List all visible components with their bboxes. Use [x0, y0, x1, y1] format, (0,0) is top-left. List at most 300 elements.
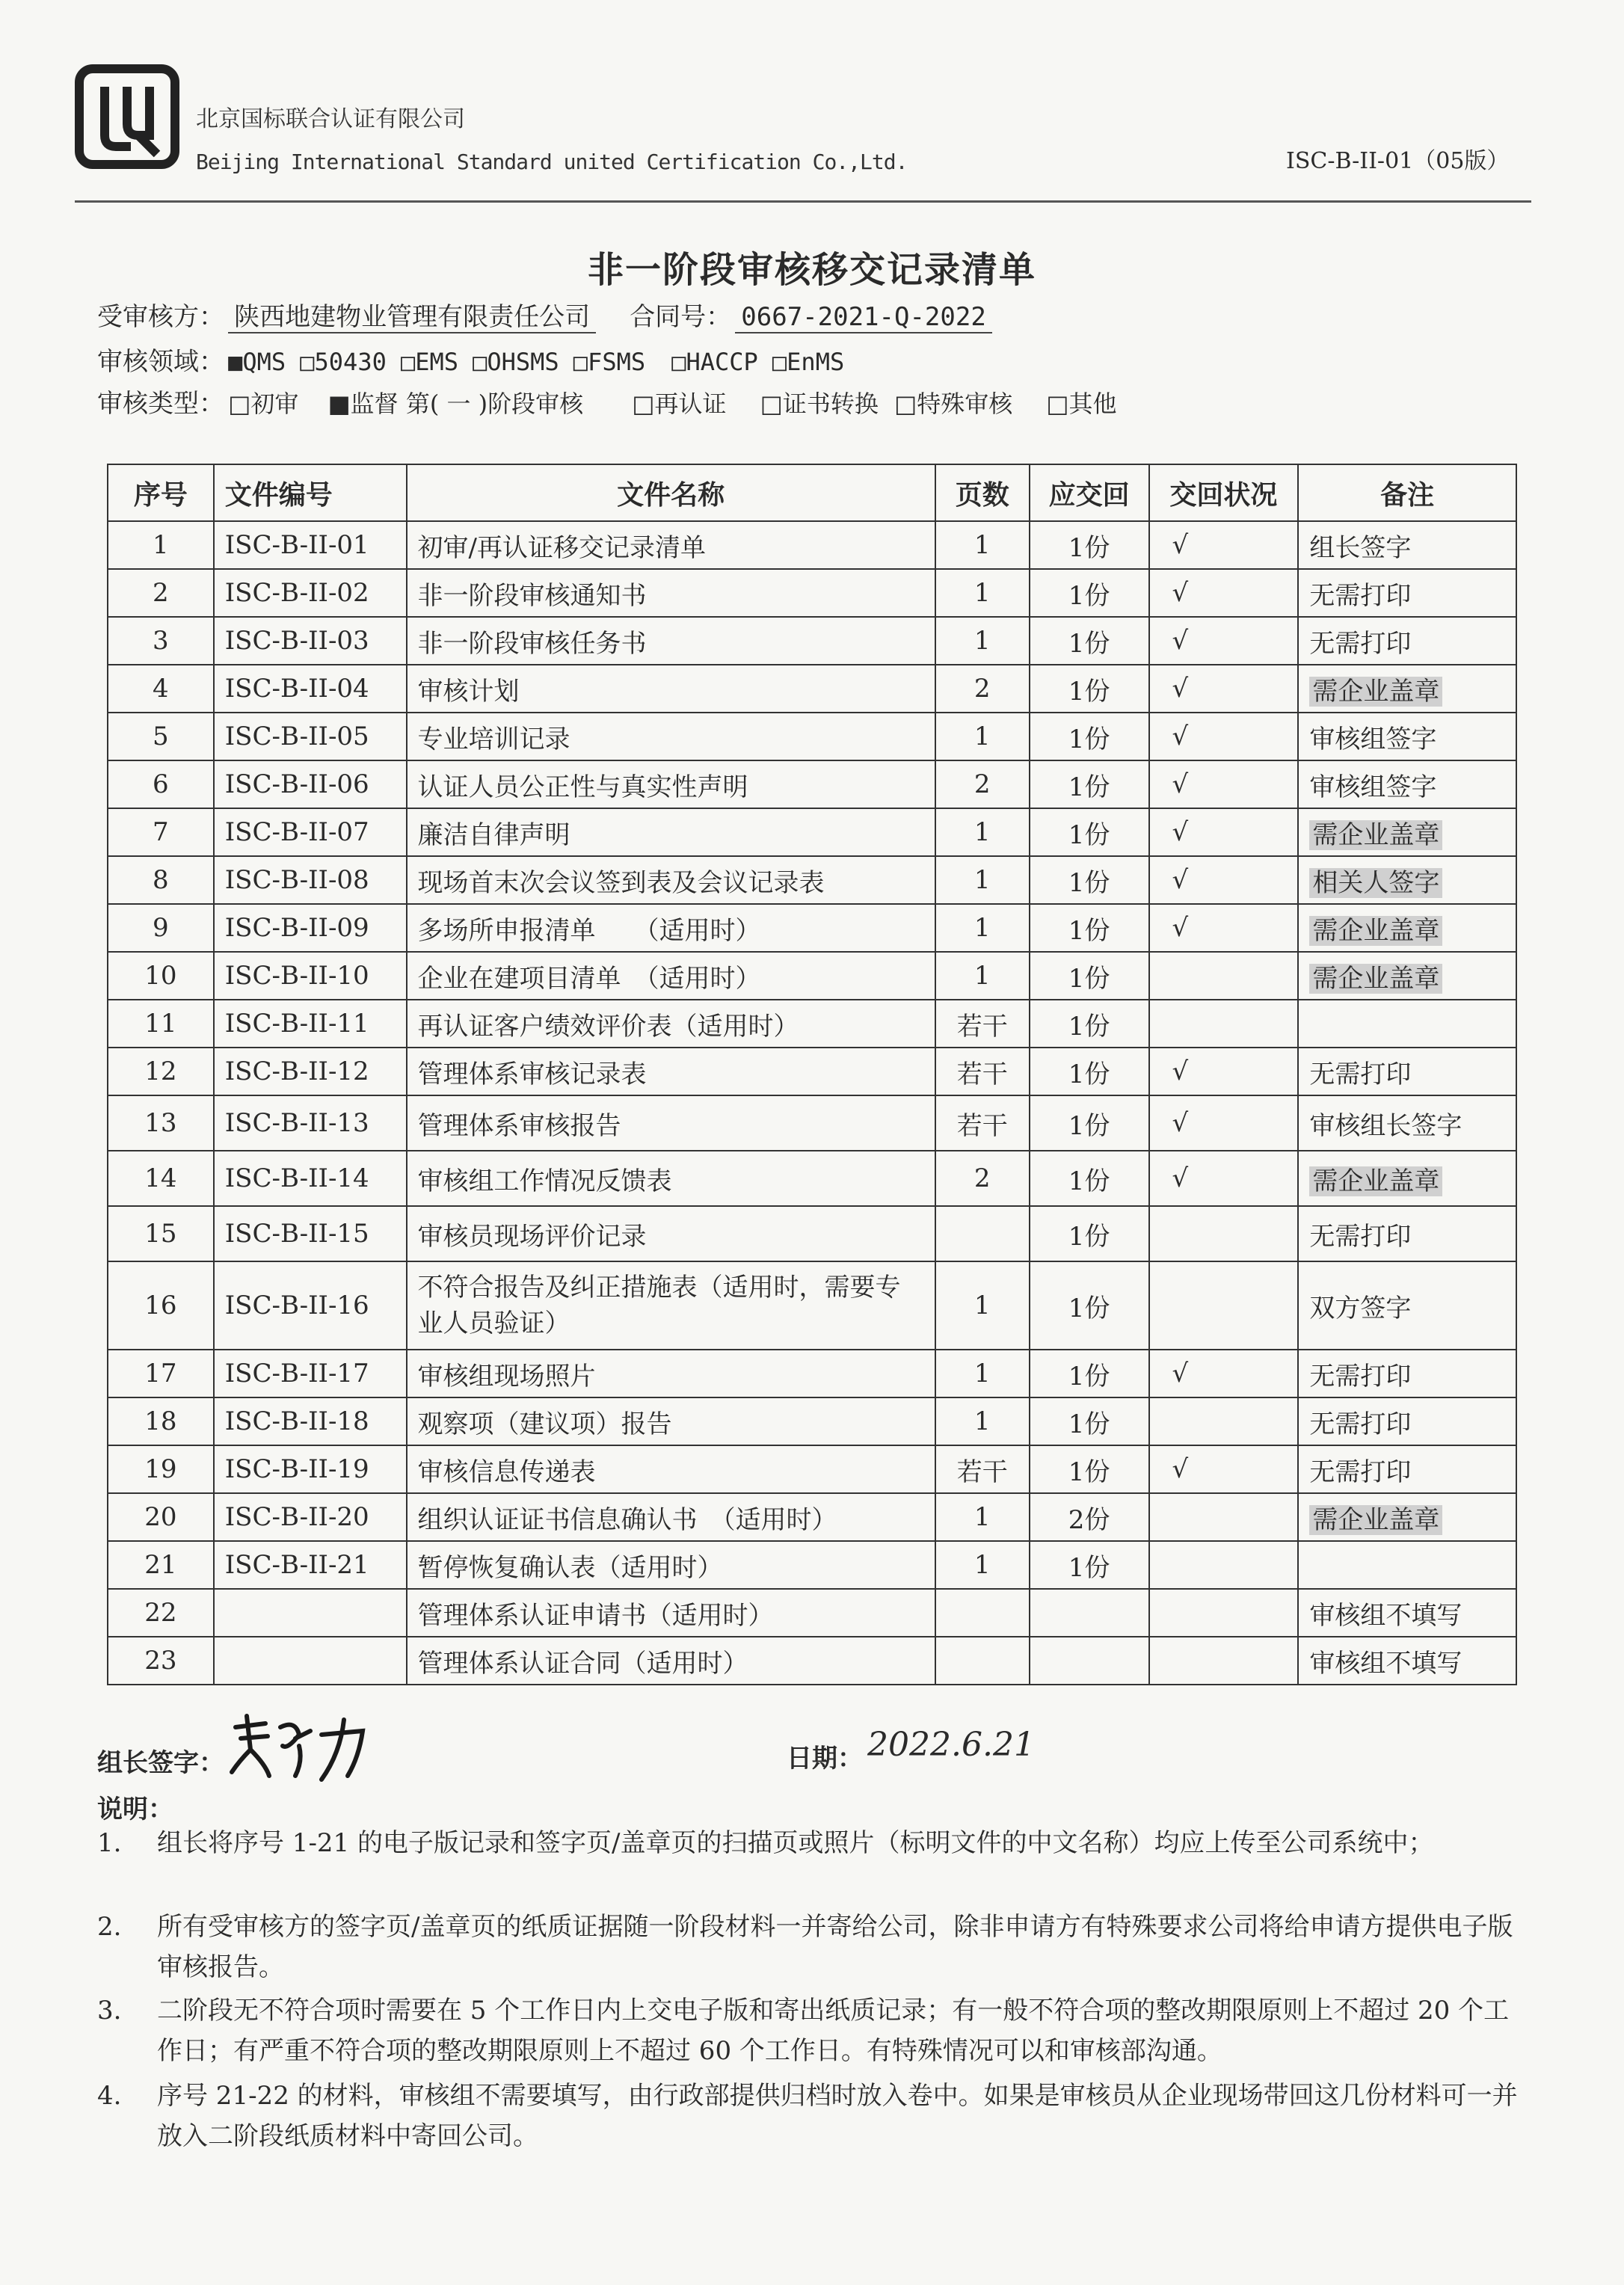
cell-code-text: ISC-B-II-14: [224, 1163, 369, 1193]
cell-status-text: √: [1172, 1108, 1189, 1138]
cell-code: [214, 952, 407, 1000]
cell-no-text: 4: [153, 674, 169, 704]
table-body: [108, 521, 1516, 1685]
cell-code-text: ISC-B-II-03: [224, 626, 369, 656]
cell-pages-text: 1: [974, 817, 991, 847]
cell-copies: [1030, 856, 1149, 904]
cell-status-text: √: [1172, 769, 1189, 799]
cell-pages: [935, 1350, 1030, 1397]
cell-pages-text: 若干: [956, 1457, 1008, 1487]
cell-no-text: 3: [153, 626, 169, 656]
transfer-record-table: [107, 464, 1517, 1685]
cell-no-text: 15: [144, 1219, 177, 1249]
cell-status-text: √: [1172, 674, 1189, 704]
cell-no-text: 23: [144, 1646, 177, 1676]
cell-code-text: ISC-B-II-02: [224, 578, 369, 608]
note-number: 1.: [97, 1828, 122, 1858]
cell-note-text: 需企业盖章: [1309, 964, 1442, 994]
note-number: 4.: [97, 2081, 122, 2111]
cell-name-text: 组织认证证书信息确认书 （适用时）: [417, 1504, 837, 1535]
cell-no-text: 11: [144, 1009, 177, 1039]
page-title: 非一阶段审核移交记录清单: [587, 249, 1036, 291]
cell-note: [1298, 1493, 1516, 1541]
cell-name-text: 不符合报告及纠正措施表（适用时，需要专业人员验证）: [417, 1273, 901, 1338]
cell-no-text: 8: [153, 865, 169, 895]
cell-status-text: √: [1172, 865, 1189, 895]
cell-copies-text: 1份: [1068, 1011, 1110, 1042]
cell-no-text: 10: [144, 961, 177, 991]
cell-name: [407, 569, 935, 617]
cell-name-text: 审核信息传递表: [417, 1457, 596, 1487]
cell-no: [108, 569, 214, 617]
cell-name-text: 管理体系审核报告: [417, 1110, 621, 1141]
cell-no: [108, 1350, 214, 1397]
cell-no: [108, 1637, 214, 1685]
note-text: 二阶段无不符合项时需要在 5 个工作日内上交电子版和寄出纸质记录；有一般不符合项的整改期限原则上不超过 20 个工作日；有严重不符合项的整改期限原则上不超过 60 个工作日。有特殊情况可以和审核部沟通。: [157, 1996, 1510, 2066]
cell-pages: [935, 1000, 1030, 1048]
cell-copies-text: 1份: [1068, 915, 1110, 946]
cell-name: [407, 1095, 935, 1151]
cell-pages-text: 若干: [956, 1011, 1008, 1042]
cell-copies: [1030, 1095, 1149, 1151]
table-row: [108, 1541, 1516, 1589]
cell-copies: [1030, 1048, 1149, 1095]
cell-no: [108, 713, 214, 760]
cell-code: [214, 904, 407, 952]
cell-pages-text: 1: [974, 1359, 991, 1388]
cell-name: [407, 1493, 935, 1541]
cell-name-text: 廉洁自律声明: [417, 819, 570, 850]
cell-note: [1298, 521, 1516, 569]
cell-copies: [1030, 1000, 1149, 1048]
date-label: 日期：: [787, 1744, 863, 1774]
cell-copies: [1030, 713, 1149, 760]
col-header-code: 文件编号: [214, 464, 407, 521]
audit-type-line: [97, 383, 1117, 419]
cell-name-text: 审核组现场照片: [417, 1361, 596, 1391]
table-row: [108, 1445, 1516, 1493]
cell-status: [1149, 1397, 1299, 1445]
cell-pages-text: 2: [974, 674, 991, 704]
cell-code: [214, 1445, 407, 1493]
cell-name: [407, 1397, 935, 1445]
cell-code: [214, 760, 407, 808]
cell-copies-text: 1份: [1068, 963, 1110, 994]
cell-status: [1149, 713, 1299, 760]
cell-code: [214, 1541, 407, 1589]
col-header-no: 序号: [108, 464, 214, 521]
cell-copies-text: 1份: [1068, 532, 1110, 563]
cell-note-text: 无需打印: [1309, 1409, 1412, 1439]
cell-status: [1149, 952, 1299, 1000]
cell-status-text: √: [1172, 913, 1189, 943]
cell-status-text: √: [1172, 1163, 1189, 1193]
company-name-cn: 北京国标联合认证有限公司: [196, 106, 465, 132]
cell-copies-text: 1份: [1068, 628, 1110, 659]
cell-name-text: 管理体系认证申请书（适用时）: [417, 1600, 774, 1631]
domain-option-enms: □EnMS: [772, 348, 845, 376]
cell-code-text: ISC-B-II-16: [224, 1291, 369, 1320]
cell-copies-text: 1份: [1068, 580, 1110, 611]
cell-status: [1149, 808, 1299, 856]
cell-pages: [935, 1048, 1030, 1095]
cell-note: [1298, 904, 1516, 952]
cell-no-text: 13: [144, 1108, 177, 1138]
cell-name: [407, 1151, 935, 1206]
note-item: [97, 2076, 1533, 2156]
cell-name-text: 审核组工作情况反馈表: [417, 1166, 672, 1196]
auditee-line: [97, 296, 992, 333]
cell-status: [1149, 665, 1299, 713]
header-divider: [75, 200, 1531, 203]
cell-no-text: 1: [153, 530, 169, 560]
cell-pages-text: 1: [974, 1502, 991, 1532]
cell-copies: [1030, 808, 1149, 856]
cell-no: [108, 1095, 214, 1151]
cell-pages: [935, 808, 1030, 856]
cell-copies: [1030, 569, 1149, 617]
cell-pages: [935, 521, 1030, 569]
cell-status-text: √: [1172, 578, 1189, 608]
cell-name-text: 暂停恢复确认表（适用时）: [417, 1552, 723, 1583]
cell-copies: [1030, 521, 1149, 569]
cell-copies: [1030, 1350, 1149, 1397]
cell-name-text: 非一阶段审核通知书: [417, 580, 647, 611]
cell-no: [108, 952, 214, 1000]
note-text: 所有受审核方的签字页/盖章页的纸质证据随一阶段材料一并寄给公司，除非申请方有特殊要求公司将给申请方提供电子版审核报告。: [157, 1912, 1513, 1982]
cell-copies: [1030, 1637, 1149, 1685]
cell-name: [407, 521, 935, 569]
cell-code-text: ISC-B-II-15: [224, 1219, 369, 1249]
audit-type-recert: □再认证: [632, 390, 727, 418]
cell-name: [407, 952, 935, 1000]
cell-name-text: 再认证客户绩效评价表（适用时）: [417, 1011, 799, 1042]
cell-status: [1149, 1000, 1299, 1048]
domain-option-qms: ■QMS: [228, 348, 286, 376]
cell-note: [1298, 808, 1516, 856]
cell-note: [1298, 1397, 1516, 1445]
table-row: [108, 665, 1516, 713]
cell-pages-text: 1: [974, 1550, 991, 1580]
cell-status: [1149, 1151, 1299, 1206]
cell-note: [1298, 1445, 1516, 1493]
cell-pages: [935, 1095, 1030, 1151]
domain-option-ohsms: □OHSMS: [473, 348, 559, 376]
cell-name: [407, 1589, 935, 1637]
cell-name: [407, 1000, 935, 1048]
cell-name-text: 管理体系认证合同（适用时）: [417, 1648, 748, 1679]
cell-status: [1149, 1445, 1299, 1493]
cell-note-text: 审核组签字: [1309, 724, 1437, 754]
cell-note: [1298, 952, 1516, 1000]
cell-status: [1149, 1206, 1299, 1261]
cell-copies: [1030, 1397, 1149, 1445]
cell-note: [1298, 1048, 1516, 1095]
cell-no-text: 22: [144, 1598, 177, 1628]
cell-note-text: 无需打印: [1309, 1221, 1412, 1252]
domain-option-ems: □EMS: [400, 348, 458, 376]
cell-no: [108, 665, 214, 713]
cell-pages: [935, 617, 1030, 665]
cell-note: [1298, 1350, 1516, 1397]
cell-no: [108, 1541, 214, 1589]
cell-pages: [935, 665, 1030, 713]
cell-status: [1149, 1637, 1299, 1685]
table-row: [108, 617, 1516, 665]
cell-no-text: 14: [144, 1163, 177, 1193]
cell-no-text: 6: [153, 769, 169, 799]
cell-note-text: 双方签字: [1309, 1293, 1412, 1323]
cell-pages: [935, 1589, 1030, 1637]
cell-note-text: 需企业盖章: [1309, 916, 1442, 946]
col-header-pages: 页数: [935, 464, 1030, 521]
note-item: [97, 1823, 1533, 1863]
table-row: [108, 1397, 1516, 1445]
cell-code: [214, 1151, 407, 1206]
cell-name-text: 认证人员公正性与真实性声明: [417, 772, 748, 802]
cell-note: [1298, 665, 1516, 713]
cell-pages: [935, 569, 1030, 617]
cell-status: [1149, 1541, 1299, 1589]
table-row: [108, 904, 1516, 952]
col-header-status: 交回状况: [1149, 464, 1299, 521]
cell-no-text: 18: [144, 1406, 177, 1436]
cell-copies-text: 1份: [1068, 772, 1110, 802]
domain-option-fsms: □FSMS: [573, 348, 646, 376]
cell-name: [407, 856, 935, 904]
cell-pages: [935, 952, 1030, 1000]
cell-status-text: √: [1172, 1359, 1189, 1388]
cell-code-text: ISC-B-II-21: [224, 1550, 369, 1580]
cell-no-text: 19: [144, 1454, 177, 1484]
notes-title: 说明：: [97, 1795, 173, 1824]
cell-status: [1149, 1493, 1299, 1541]
company-logo: [75, 64, 179, 169]
cell-status: [1149, 569, 1299, 617]
cell-status: [1149, 904, 1299, 952]
cell-no-text: 17: [144, 1359, 177, 1388]
cell-note-text: 需企业盖章: [1309, 677, 1442, 707]
cell-pages: [935, 713, 1030, 760]
cell-status-text: √: [1172, 530, 1189, 560]
cell-name: [407, 760, 935, 808]
cell-code: [214, 1350, 407, 1397]
cell-copies-text: 1份: [1068, 1221, 1110, 1252]
cell-no-text: 16: [144, 1291, 177, 1320]
cell-status: [1149, 1048, 1299, 1095]
cell-pages: [935, 1445, 1030, 1493]
table-row: [108, 1261, 1516, 1350]
cell-code-text: ISC-B-II-18: [224, 1406, 369, 1436]
cell-code: [214, 1048, 407, 1095]
note-text: 组长将序号 1-21 的电子版记录和签字页/盖章页的扫描页或照片（标明文件的中文名称）均应上传至公司系统中；: [157, 1828, 1434, 1858]
cell-pages: [935, 1493, 1030, 1541]
cell-code-text: ISC-B-II-01: [224, 530, 369, 560]
col-header-name: 文件名称: [407, 464, 935, 521]
cell-copies: [1030, 1261, 1149, 1350]
cell-code-text: ISC-B-II-11: [224, 1009, 369, 1039]
cell-no: [108, 1589, 214, 1637]
note-item: [97, 1907, 1533, 1987]
cell-copies: [1030, 1589, 1149, 1637]
table-row: [108, 1350, 1516, 1397]
cell-code: [214, 617, 407, 665]
cell-copies: [1030, 665, 1149, 713]
cell-note-text: 审核组不填写: [1309, 1600, 1462, 1631]
cell-copies-text: 1份: [1068, 867, 1110, 898]
table-row: [108, 521, 1516, 569]
cell-copies: [1030, 1445, 1149, 1493]
audit-type-label: 审核类型：: [97, 389, 224, 419]
table-row: [108, 760, 1516, 808]
cell-pages-text: 1: [974, 961, 991, 991]
note-item: [97, 1990, 1533, 2071]
cell-copies-text: 1份: [1068, 1293, 1110, 1323]
cell-copies-text: 1份: [1068, 1552, 1110, 1583]
cell-name: [407, 617, 935, 665]
table-row: [108, 808, 1516, 856]
cell-pages: [935, 856, 1030, 904]
cell-pages-text: 若干: [956, 1059, 1008, 1089]
cell-note-text: 无需打印: [1309, 1457, 1412, 1487]
cell-status-text: √: [1172, 626, 1189, 656]
cell-status: [1149, 521, 1299, 569]
cell-code-text: ISC-B-II-07: [224, 817, 369, 847]
cell-name-text: 多场所申报清单 （适用时）: [417, 915, 761, 946]
cell-name: [407, 665, 935, 713]
contract-label: 合同号：: [630, 302, 732, 332]
cell-no: [108, 856, 214, 904]
cell-note: [1298, 760, 1516, 808]
cell-status: [1149, 760, 1299, 808]
audit-type-other: □其他: [1046, 390, 1117, 418]
cell-name-text: 现场首末次会议签到表及会议记录表: [417, 867, 825, 898]
cell-name-text: 管理体系审核记录表: [417, 1059, 647, 1089]
cell-no: [108, 808, 214, 856]
cell-pages-text: 若干: [956, 1110, 1008, 1141]
cell-note: [1298, 1589, 1516, 1637]
table-row: [108, 1206, 1516, 1261]
cell-note: [1298, 1206, 1516, 1261]
table-row: [108, 713, 1516, 760]
cell-copies-text: 1份: [1068, 1059, 1110, 1089]
cell-note-text: 无需打印: [1309, 628, 1412, 659]
cell-note-text: 审核组签字: [1309, 772, 1437, 802]
cell-status: [1149, 1350, 1299, 1397]
table-row: [108, 1493, 1516, 1541]
cell-name: [407, 1350, 935, 1397]
cell-no: [108, 1048, 214, 1095]
cell-note: [1298, 1261, 1516, 1350]
cell-status-text: √: [1172, 1454, 1189, 1484]
cell-copies-text: 1份: [1068, 1110, 1110, 1141]
cell-name: [407, 808, 935, 856]
cell-code-text: ISC-B-II-05: [224, 722, 369, 751]
cell-pages: [935, 1637, 1030, 1685]
cell-no: [108, 1261, 214, 1350]
cell-code: [214, 1206, 407, 1261]
cell-status-text: √: [1172, 722, 1189, 751]
cell-status: [1149, 1589, 1299, 1637]
cell-status: [1149, 1261, 1299, 1350]
col-header-copies: 应交回: [1030, 464, 1149, 521]
cell-copies-text: 1份: [1068, 724, 1110, 754]
table-row: [108, 1151, 1516, 1206]
cell-no-text: 12: [144, 1057, 177, 1086]
cell-code: [214, 856, 407, 904]
cell-copies: [1030, 1206, 1149, 1261]
audit-type-transfer: □证书转换: [760, 390, 879, 418]
table-row: [108, 1000, 1516, 1048]
cell-code: [214, 1261, 407, 1350]
cell-pages-text: 1: [974, 530, 991, 560]
table-header-row: [108, 464, 1516, 521]
cell-pages: [935, 1261, 1030, 1350]
cell-name: [407, 1048, 935, 1095]
cell-pages-text: 2: [974, 769, 991, 799]
cell-pages: [935, 1397, 1030, 1445]
cell-copies-text: 1份: [1068, 1457, 1110, 1487]
cell-note: [1298, 1095, 1516, 1151]
cell-no: [108, 617, 214, 665]
cell-status: [1149, 856, 1299, 904]
cell-copies: [1030, 1493, 1149, 1541]
table-row: [108, 1589, 1516, 1637]
leader-signature-label: 组长签字：: [97, 1748, 224, 1778]
auditee-label: 受审核方：: [97, 302, 224, 332]
cell-note-text: 审核组不填写: [1309, 1648, 1462, 1679]
cell-copies-text: 1份: [1068, 1361, 1110, 1391]
cell-pages: [935, 904, 1030, 952]
cell-copies-text: 1份: [1068, 1409, 1110, 1439]
cell-no-text: 21: [144, 1550, 177, 1580]
domain-line: [97, 341, 844, 378]
cell-pages-text: 1: [974, 1406, 991, 1436]
cell-note-text: 需企业盖章: [1309, 1505, 1442, 1535]
cell-code: [214, 1493, 407, 1541]
cell-note: [1298, 1000, 1516, 1048]
cell-name-text: 企业在建项目清单 （适用时）: [417, 963, 761, 994]
cell-code: [214, 1000, 407, 1048]
cell-name: [407, 1445, 935, 1493]
cell-no: [108, 1206, 214, 1261]
cell-name-text: 审核计划: [417, 676, 520, 707]
cell-copies: [1030, 617, 1149, 665]
cell-pages-text: 1: [974, 722, 991, 751]
cell-code-text: ISC-B-II-12: [224, 1057, 369, 1086]
cell-no-text: 20: [144, 1502, 177, 1532]
cell-no: [108, 1151, 214, 1206]
cell-name-text: 非一阶段审核任务书: [417, 628, 647, 659]
auditee-value: 陕西地建物业管理有限责任公司: [228, 302, 596, 333]
cell-note: [1298, 713, 1516, 760]
cell-no: [108, 904, 214, 952]
cell-status: [1149, 1095, 1299, 1151]
contract-value: 0667-2021-Q-2022: [735, 302, 992, 333]
cell-pages-text: 2: [974, 1163, 991, 1193]
cell-no: [108, 1445, 214, 1493]
cell-pages-text: 1: [974, 578, 991, 608]
cell-code-text: ISC-B-II-19: [224, 1454, 369, 1484]
cell-note: [1298, 1637, 1516, 1685]
cell-pages-text: 1: [974, 913, 991, 943]
note-number: 2.: [97, 1912, 122, 1942]
note-number: 3.: [97, 1996, 122, 2026]
cell-code: [214, 1637, 407, 1685]
table-row: [108, 1048, 1516, 1095]
cell-no: [108, 1493, 214, 1541]
cell-name: [407, 713, 935, 760]
